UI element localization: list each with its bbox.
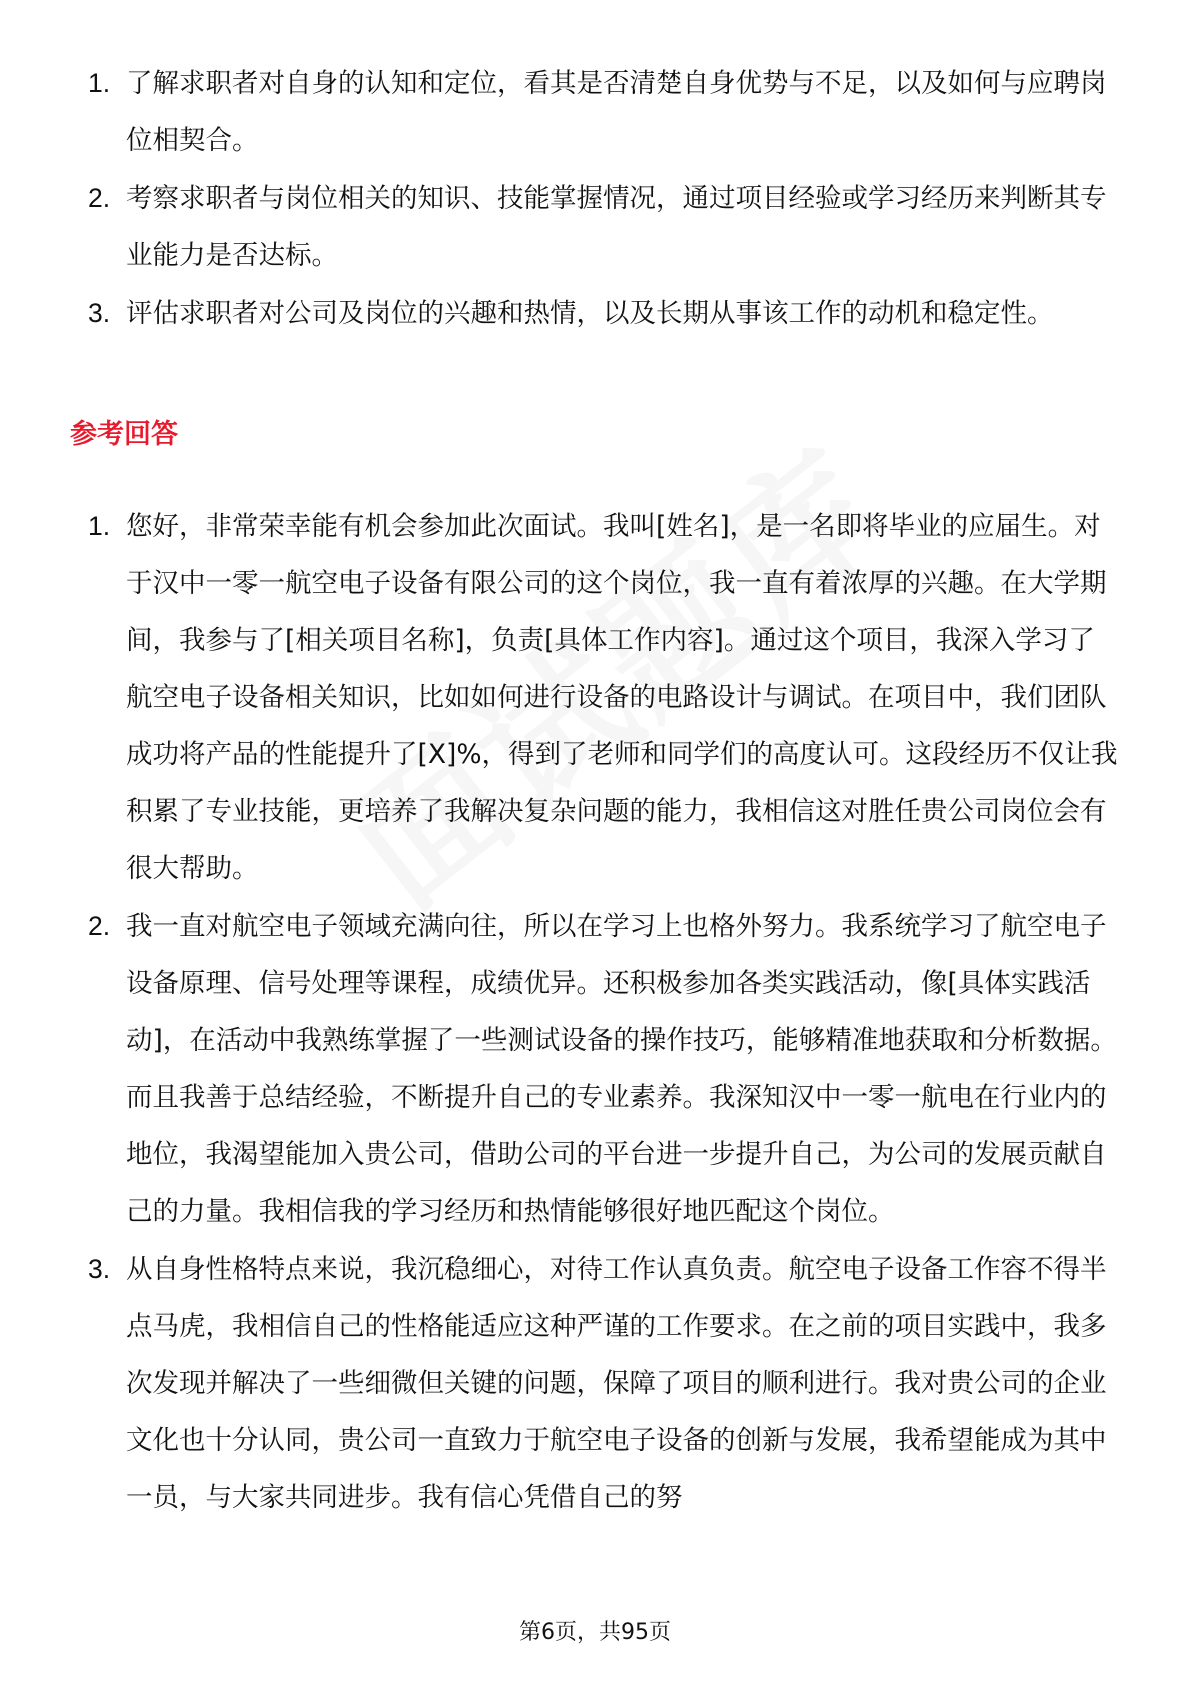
- list-item-text: 了解求职者对自身的认知和定位，看其是否清楚自身优势与不足，以及如何与应聘岗位相契合。: [126, 68, 1107, 156]
- reference-answer-list: [80, 498, 1120, 1527]
- list-item: [80, 55, 1120, 169]
- list-item-number: 3.: [88, 298, 111, 328]
- list-item-text: 考察求职者与岗位相关的知识、技能掌握情况，通过项目经验或学习经历来判断其专业能力是否达标。: [126, 183, 1107, 271]
- list-item: [80, 285, 1120, 342]
- list-item: [80, 498, 1120, 897]
- list-item-text: 从自身性格特点来说，我沉稳细心，对待工作认真负责。航空电子设备工作容不得半点马虎，我相信自己的性格能适应这种严谨的工作要求。在之前的项目实践中，我多次发现并解决了一些细微但关键的问题，保障了项目的顺利进行。我对贵公司的企业文化也十分认同，贵公司一直致力于航空电子设备的创新与发展，我希望能成为其中一员，与大家共同进步。我有信心凭借自己的努: [126, 1254, 1107, 1513]
- list-item-number: 1.: [88, 511, 111, 541]
- evaluation-criteria-list: [80, 55, 1120, 343]
- list-item-number: 3.: [88, 1254, 111, 1284]
- reference-answer-heading: 参考回答: [70, 419, 178, 450]
- page-footer: 第6页，共95页: [519, 1620, 671, 1645]
- list-item-number: 1.: [88, 68, 111, 98]
- list-item-number: 2.: [88, 911, 111, 941]
- list-item-text: 我一直对航空电子领域充满向往，所以在学习上也格外努力。我系统学习了航空电子设备原理、信号处理等课程，成绩优异。还积极参加各类实践活动，像[具体实践活动]，在活动中我熟练掌握了一些测试设备的操作技巧，能够精准地获取和分析数据。而且我善于总结经验，不断提升自己的专业素养。我深知汉中一零一航电在行业内的地位，我渴望能加入贵公司，借助公司的平台进一步提升自己，为公司的发展贡献自己的力量。我相信我的学习经历和热情能够很好地匹配这个岗位。: [126, 911, 1117, 1227]
- list-item: [80, 898, 1120, 1240]
- list-item-text: 评估求职者对公司及岗位的兴趣和热情，以及长期从事该工作的动机和稳定性。: [126, 298, 1054, 329]
- list-item: [80, 170, 1120, 284]
- list-item-number: 2.: [88, 183, 111, 213]
- list-item-text: 您好，非常荣幸能有机会参加此次面试。我叫[姓名]，是一名即将毕业的应届生。对于汉中一零一航空电子设备有限公司的这个岗位，我一直有着浓厚的兴趣。在大学期间，我参与了[相关项目名称]，负责[具体工作内容]。通过这个项目，我深入学习了航空电子设备相关知识，比如如何进行设备的电路设计与调试。在项目中，我们团队成功将产品的性能提升了[X]%，得到了老师和同学们的高度认可。这段经历不仅让我积累了专业技能，更培养了我解决复杂问题的能力，我相信这对胜任贵公司岗位会有很大帮助。: [126, 511, 1118, 884]
- list-item: [80, 1241, 1120, 1526]
